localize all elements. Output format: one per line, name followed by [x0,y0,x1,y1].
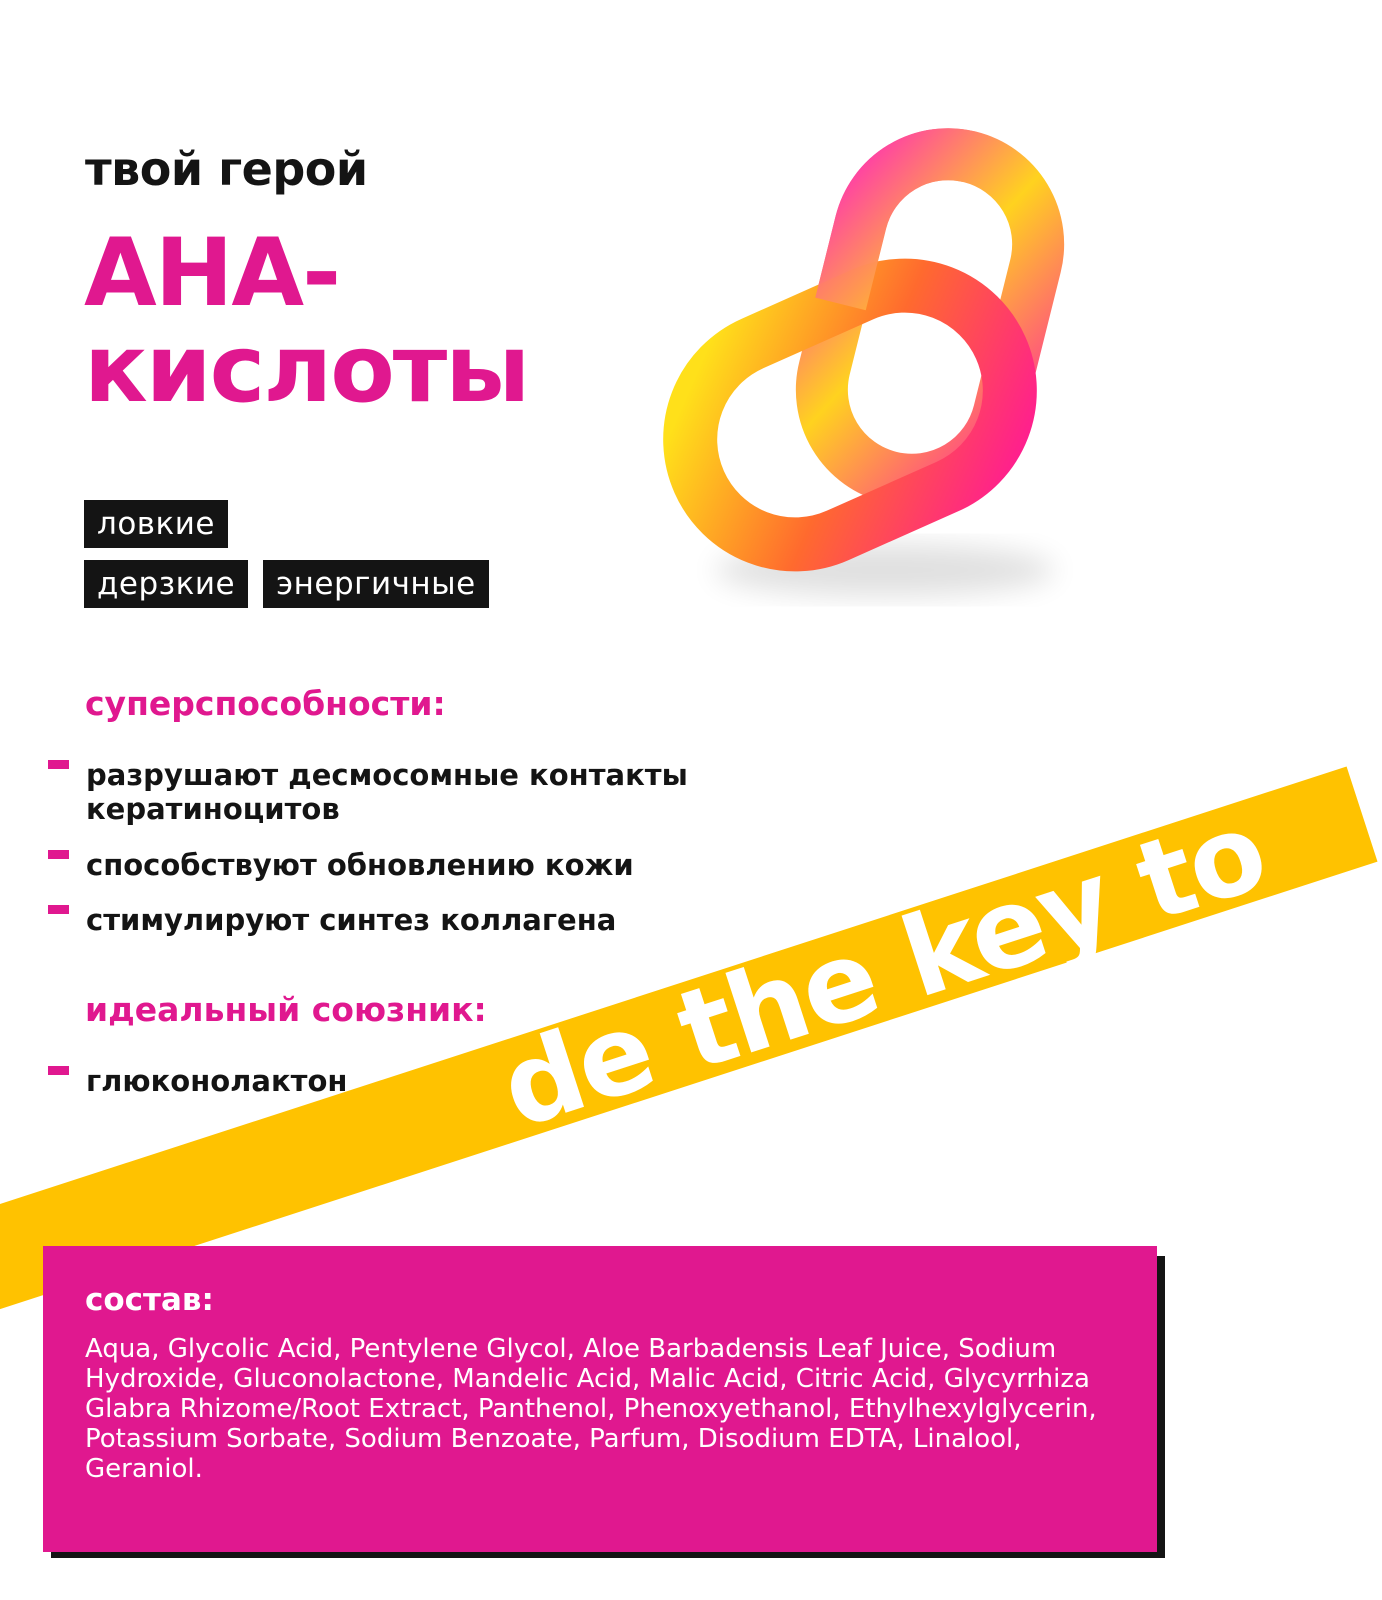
title-line-2: кислоты [84,315,529,424]
pre-title: твой герой [85,142,368,196]
tag-energichnye: энергичные [263,560,489,608]
chain-links-icon [655,130,1105,620]
superpower-1: разрушают десмосомные контакты кератиноцитов [86,758,688,826]
tag-lovkie: ловкие [84,500,228,548]
page-title [84,219,529,424]
composition-panel [43,1246,1157,1552]
list-item [48,758,848,826]
tag-derzkie: дерзкие [84,560,248,608]
superpower-2: способствуют обновлению кожи [86,848,634,882]
banner-text: de the key to [486,786,1280,1154]
composition-text: Aqua, Glycolic Acid, Pentylene Glycol, Aloe Barbadensis Leaf Juice, Sodium Hydroxide, Gluconolactone, Mandelic Acid, Malic Acid, Citric Acid, Glycyrrhiza Glabra Rhizome/Root Extract, Panthenol, Phenoxyethanol, Ethylhexylglycerin, Potassium Sorbate, Sodium Benzoate, Parfum, Disodium EDTA, Linalool, Geraniol. [85,1334,1097,1484]
trait-tags [84,500,489,620]
superpowers-list [48,758,848,937]
superpowers-heading: суперспособности: [85,684,446,723]
list-item [48,903,848,937]
ally-heading: идеальный союзник: [85,990,487,1029]
composition-title: состав: [85,1282,214,1318]
title-line-1: АНА- [84,219,340,328]
bullet-dash-icon [48,760,69,769]
bullet-dash-icon [48,905,69,914]
ally-1: глюконолактон [86,1064,348,1098]
bullet-dash-icon [48,850,69,859]
list-item [48,1064,848,1098]
bullet-dash-icon [48,1066,69,1075]
list-item [48,848,848,882]
ally-list [48,1064,848,1098]
tag-row-1 [84,500,489,548]
superpower-3: стимулируют синтез коллагена [86,903,617,937]
tag-row-2 [84,560,489,608]
